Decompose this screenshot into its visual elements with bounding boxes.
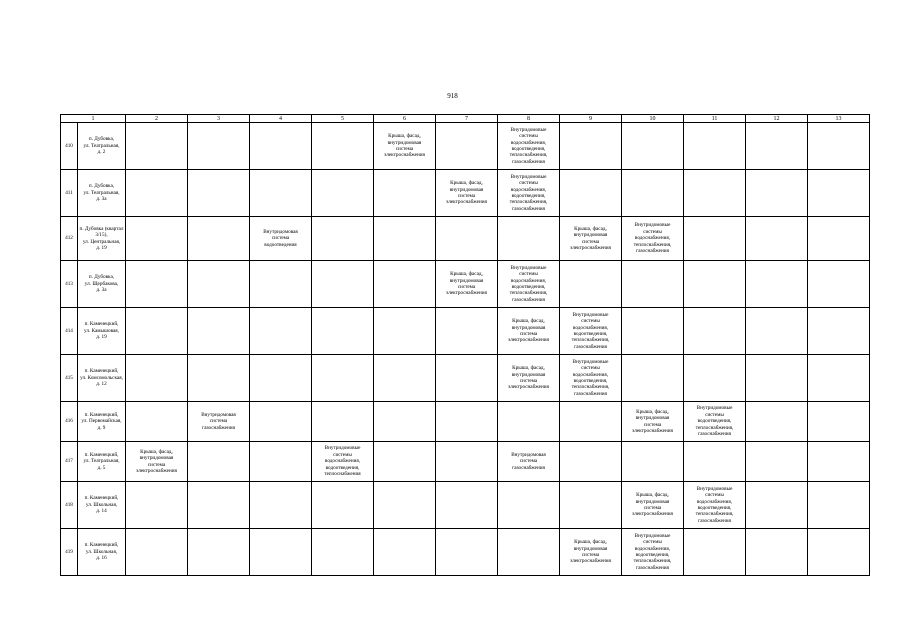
work-cell: Внутридомовые системы водоснабжения, водоотведения, теплоснабжения, газоснабжения [498,123,560,170]
column-header: 11 [684,115,746,123]
work-cell: Крыша, фасад, внутридомовая система электроснабжения [436,261,498,308]
work-cell [436,355,498,402]
work-cell [126,482,188,529]
work-cell [560,442,622,482]
column-header: 8 [498,115,560,123]
column-header: 10 [622,115,684,123]
work-cell [250,529,312,576]
work-cell [746,308,808,355]
work-cell: Крыша, фасад, внутридомовая система электроснабжения [126,442,188,482]
work-cell: Внутридомовая система газоснабжения [498,442,560,482]
work-cell [560,402,622,442]
table-body [61,115,870,576]
work-cell: Внутридомовые системы водоснабжения, водоотведения, теплоснабжения, газоснабжения [560,308,622,355]
work-cell [622,308,684,355]
work-cell [684,308,746,355]
address-cell: п. Дубовка, ул. Театральная, д. 2 [78,123,126,170]
work-cell [374,261,436,308]
work-cell [312,308,374,355]
work-cell [126,123,188,170]
work-cell [436,308,498,355]
column-header: 2 [126,115,188,123]
work-cell: Внутридомовая система водоотведения [250,217,312,261]
work-cell: Крыша, фасад, внутридомовая система электроснабжения [622,402,684,442]
row-number: 414 [61,308,78,355]
work-cell: Внутридомовые системы водоснабжения, водоотведения, теплоснабжения [312,442,374,482]
row-number: 412 [61,217,78,261]
work-cell [188,529,250,576]
column-header: 12 [746,115,808,123]
work-cell [498,482,560,529]
header-row [61,115,870,123]
work-cell [250,482,312,529]
work-cell [188,261,250,308]
work-cell [436,217,498,261]
work-cell: Крыша, фасад, внутридомовая система электроснабжения [498,355,560,402]
work-cell [684,529,746,576]
column-header: 9 [560,115,622,123]
table-row [61,217,870,261]
work-cell [374,170,436,217]
work-cell [808,217,870,261]
work-cell [684,355,746,402]
table-row [61,123,870,170]
work-cell [188,170,250,217]
work-cell [250,402,312,442]
work-cell [126,217,188,261]
work-cell [498,217,560,261]
work-cell [250,123,312,170]
work-cell [374,402,436,442]
row-number: 418 [61,482,78,529]
work-cell [126,529,188,576]
work-cell [126,308,188,355]
work-cell [312,402,374,442]
table-row [61,529,870,576]
work-cell [188,123,250,170]
row-number: 416 [61,402,78,442]
work-cell [622,442,684,482]
table-row [61,402,870,442]
work-cell [436,529,498,576]
work-cell: Крыша, фасад, внутридомовая система электроснабжения [622,482,684,529]
work-cell: Внутридомовые системы водоснабжения, водоотведения, теплоснабжения, газоснабжения [498,170,560,217]
work-cell: Внутридомовые системы водоснабжения, водоотведения, теплоснабжения, газоснабжения [622,529,684,576]
work-cell: Внутридомовые системы водоснабжения, теплоснабжения, газоснабжения [622,217,684,261]
work-cell [312,482,374,529]
work-cell [374,482,436,529]
work-cell [250,261,312,308]
work-cell [188,442,250,482]
work-cell [808,123,870,170]
work-cell [622,261,684,308]
work-cell [374,217,436,261]
address-cell: п. Дубовка, ул. Щербакова, д. 3а [78,261,126,308]
column-header: 5 [312,115,374,123]
table-row [61,355,870,402]
column-header: 1 [61,115,126,123]
work-cell [746,170,808,217]
work-cell [250,442,312,482]
work-cell [622,355,684,402]
work-cell [746,442,808,482]
work-cell [126,355,188,402]
work-cell [374,442,436,482]
row-number: 411 [61,170,78,217]
work-cell: Крыша, фасад, внутридомовая система электроснабжения [374,123,436,170]
table-row [61,170,870,217]
row-number: 417 [61,442,78,482]
address-cell: п. Каменецкий, ул. Школьная, д. 14 [78,482,126,529]
work-cell [560,123,622,170]
work-cell [560,261,622,308]
table-row [61,482,870,529]
work-cell: Крыша, фасад, внутридомовая система электроснабжения [560,217,622,261]
work-cell: Внутридомовая система газоснабжения [188,402,250,442]
row-number: 413 [61,261,78,308]
work-cell [312,261,374,308]
work-cell [808,402,870,442]
work-cell [746,123,808,170]
address-cell: п. Каменецкий, ул. Театральная, д. 5 [78,442,126,482]
address-cell: п. Каменецкий, ул. Комсомольская, д. 12 [78,355,126,402]
repair-schedule-table [60,114,870,576]
work-cell [436,123,498,170]
work-cell [436,442,498,482]
work-cell [684,217,746,261]
table-row [61,308,870,355]
address-cell: п. Дубовка (квартал 3/15), ул. Центральная, д. 19 [78,217,126,261]
work-cell [188,217,250,261]
work-cell [374,355,436,402]
work-cell [622,170,684,217]
table-row [61,261,870,308]
work-cell [808,170,870,217]
work-cell [560,482,622,529]
work-cell: Крыша, фасад, внутридомовая система электроснабжения [498,308,560,355]
work-cell [498,529,560,576]
work-cell [126,261,188,308]
work-cell [436,482,498,529]
address-cell: п. Дубовка, ул. Театральная, д. 3а [78,170,126,217]
work-cell [188,482,250,529]
work-cell [188,355,250,402]
work-cell [126,170,188,217]
work-cell [808,308,870,355]
work-cell [746,402,808,442]
work-cell [312,170,374,217]
work-cell [808,482,870,529]
work-cell [808,442,870,482]
column-header: 13 [808,115,870,123]
work-cell [312,529,374,576]
work-cell [312,217,374,261]
column-header: 4 [250,115,312,123]
work-cell [188,308,250,355]
column-header: 6 [374,115,436,123]
work-cell [808,529,870,576]
work-cell [684,123,746,170]
work-cell: Внутридомовые системы водоснабжения, водоотведения, теплоснабжения, газоснабжения [498,261,560,308]
row-number: 415 [61,355,78,402]
work-cell: Внутридомовые системы водоотведения, теплоснабжения, газоснабжения [684,402,746,442]
address-cell: п. Каменецкий, ул. Школьная, д. 16 [78,529,126,576]
address-cell: п. Каменецкий, ул. Первомайская, д. 9 [78,402,126,442]
work-cell [808,261,870,308]
work-cell [684,170,746,217]
work-cell [746,482,808,529]
column-header: 7 [436,115,498,123]
page-number: 918 [447,92,458,100]
work-cell [560,170,622,217]
work-cell: Крыша, фасад, внутридомовая система электроснабжения [436,170,498,217]
table-row [61,442,870,482]
work-cell [126,402,188,442]
work-cell: Внутридомовые системы водоснабжения, водоотведения, теплоснабжения, газоснабжения [684,482,746,529]
work-cell [436,402,498,442]
column-header: 3 [188,115,250,123]
work-cell [746,217,808,261]
work-cell [312,123,374,170]
work-cell [746,529,808,576]
work-cell [250,355,312,402]
address-cell: п. Каменецкий, ул. Камышовая, д. 19 [78,308,126,355]
work-cell [684,261,746,308]
work-cell [684,442,746,482]
work-cell [808,355,870,402]
work-cell [250,308,312,355]
work-cell [746,355,808,402]
work-cell [374,529,436,576]
work-cell [622,123,684,170]
work-cell [374,308,436,355]
work-cell [312,355,374,402]
row-number: 419 [61,529,78,576]
work-cell [746,261,808,308]
work-cell [498,402,560,442]
work-cell: Крыша, фасад, внутридомовая система электроснабжения [560,529,622,576]
work-cell: Внутридомовые системы водоснабжения, водоотведения, теплоснабжения, газоснабжения [560,355,622,402]
work-cell [250,170,312,217]
row-number: 410 [61,123,78,170]
